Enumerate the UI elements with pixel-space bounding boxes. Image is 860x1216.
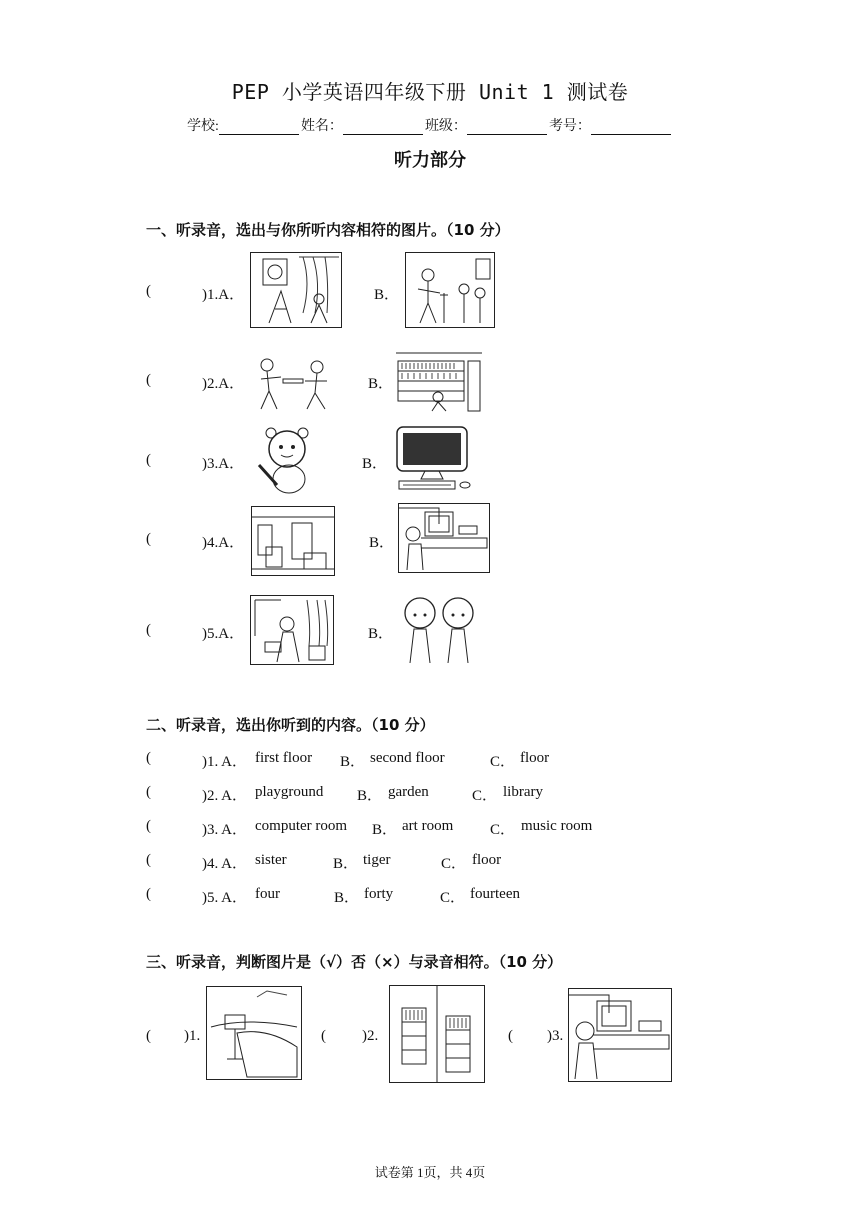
- s1-q3-picture-b[interactable]: [390, 422, 478, 494]
- s1-q2-picture-b[interactable]: [395, 348, 483, 414]
- s2-q4-option-c[interactable]: floor: [472, 852, 502, 868]
- s3-q1-paren: (: [146, 1028, 151, 1044]
- s2-q1-option-b[interactable]: second floor: [370, 750, 445, 766]
- s1-q4-picture-a[interactable]: [251, 506, 335, 576]
- s2-q1-b-label: B．: [340, 754, 366, 770]
- s2-q5-c-label: C．: [440, 890, 466, 906]
- s1-q2-b-label: B．: [368, 376, 394, 392]
- s3-q1-label: )1.: [184, 1028, 201, 1044]
- number-blank[interactable]: [591, 121, 671, 135]
- s1-q4-picture-b[interactable]: [398, 503, 490, 573]
- s1-q2-picture-a[interactable]: [250, 350, 334, 412]
- s2-q5-label: )5. A．: [202, 890, 248, 906]
- s2-q1-paren: (: [146, 750, 151, 766]
- s3-q3-picture[interactable]: [568, 988, 672, 1082]
- class-label: 班级：: [424, 119, 467, 134]
- s2-q3-b-label: B．: [372, 822, 398, 838]
- s3-q1-picture[interactable]: [206, 986, 302, 1080]
- s3-q2-paren: (: [321, 1028, 326, 1044]
- page-title: PEP 小学英语四年级下册 Unit 1 测试卷: [231, 80, 629, 104]
- ping-pong-drawing: [251, 351, 333, 411]
- s1-q3-paren: (: [146, 452, 151, 468]
- name-blank[interactable]: [343, 121, 423, 135]
- s1-q5-paren: (: [146, 622, 151, 638]
- s3-q3-paren: (: [508, 1028, 513, 1044]
- s2-q4-label: )4. A．: [202, 856, 248, 872]
- s1-q5-picture-b[interactable]: [395, 592, 487, 668]
- s2-q2-b-label: B．: [357, 788, 383, 804]
- s1-q1-paren: (: [146, 283, 151, 299]
- s2-q2-option-c[interactable]: library: [503, 784, 543, 800]
- s2-q4-c-label: C．: [441, 856, 467, 872]
- s2-q1-option-c[interactable]: floor: [520, 750, 550, 766]
- s2-q4-option-a[interactable]: sister: [255, 852, 287, 868]
- section1-heading: 一、听录音，选出与你所听内容相符的图片。（10 分）: [146, 221, 510, 239]
- school-label: 学校:: [187, 119, 219, 134]
- listening-title: 听力部分: [394, 150, 466, 171]
- page-footer: 试卷第 1页，共 4页: [374, 1165, 486, 1180]
- playground-basketball-drawing: [207, 987, 301, 1079]
- s1-q4-b-label: B．: [369, 535, 395, 551]
- s2-q5-option-b[interactable]: forty: [364, 886, 394, 902]
- s1-q3-picture-a[interactable]: [250, 424, 330, 498]
- s3-q2-label: )2.: [362, 1028, 379, 1044]
- girl-at-tv-drawing: [399, 504, 489, 572]
- s2-q3-label: )3. A．: [202, 822, 248, 838]
- s2-q2-option-a[interactable]: playground: [255, 784, 324, 800]
- s3-q3-label: )3.: [547, 1028, 564, 1044]
- s2-q5-b-label: B．: [334, 890, 360, 906]
- s1-q1-label: )1.A．: [202, 287, 245, 303]
- bookshelves-drawing: [390, 986, 484, 1082]
- s2-q3-paren: (: [146, 818, 151, 834]
- s1-q2-label: )2.A．: [202, 376, 245, 392]
- s1-q5-picture-a[interactable]: [250, 595, 334, 665]
- two-girls-drawing: [396, 593, 486, 667]
- name-label: 姓名：: [300, 119, 343, 134]
- computer-drawing: [391, 423, 477, 493]
- classroom-drawing: [252, 507, 334, 575]
- tiger-drawing: [251, 425, 329, 497]
- s1-q3-b-label: B．: [362, 456, 388, 472]
- student-info-line: [0, 115, 860, 135]
- s1-q2-paren: (: [146, 372, 151, 388]
- s2-q2-label: )2. A．: [202, 788, 248, 804]
- girl-at-tv-drawing: [569, 989, 671, 1081]
- art-room-drawing: [251, 253, 341, 327]
- s2-q5-option-c[interactable]: fourteen: [470, 886, 520, 902]
- s2-q5-paren: (: [146, 886, 151, 902]
- s1-q1-picture-a[interactable]: [250, 252, 342, 328]
- section3-heading: 三、听录音，判断图片是（√）否（×）与录音相符。（10 分）: [146, 953, 563, 971]
- s3-q2-picture[interactable]: [389, 985, 485, 1083]
- s2-q2-paren: (: [146, 784, 151, 800]
- s2-q4-option-b[interactable]: tiger: [363, 852, 391, 868]
- s2-q2-option-b[interactable]: garden: [388, 784, 429, 800]
- s2-q2-c-label: C．: [472, 788, 498, 804]
- s1-q5-b-label: B．: [368, 626, 394, 642]
- school-blank[interactable]: [219, 121, 299, 135]
- section2-heading: 二、听录音，选出你听到的内容。（10 分）: [146, 716, 435, 734]
- s1-q1-picture-b[interactable]: [405, 252, 495, 328]
- s1-q4-label: )4.A．: [202, 535, 245, 551]
- s1-q4-paren: (: [146, 531, 151, 547]
- library-drawing: [396, 349, 482, 413]
- reading-room-drawing: [251, 596, 333, 664]
- s2-q3-c-label: C．: [490, 822, 516, 838]
- s2-q4-paren: (: [146, 852, 151, 868]
- music-room-drawing: [406, 253, 494, 327]
- s2-q3-option-c[interactable]: music room: [521, 818, 593, 834]
- s1-q3-label: )3.A．: [202, 456, 245, 472]
- s2-q4-b-label: B．: [333, 856, 359, 872]
- s1-q1-b-label: B．: [374, 287, 400, 303]
- s2-q1-c-label: C．: [490, 754, 516, 770]
- number-label: 考号：: [548, 119, 591, 134]
- class-blank[interactable]: [467, 121, 547, 135]
- s1-q5-label: )5.A．: [202, 626, 245, 642]
- s2-q1-option-a[interactable]: first floor: [255, 750, 313, 766]
- s2-q1-label: )1. A．: [202, 754, 248, 770]
- s2-q3-option-b[interactable]: art room: [402, 818, 454, 834]
- s2-q3-option-a[interactable]: computer room: [255, 818, 348, 834]
- s2-q5-option-a[interactable]: four: [255, 886, 280, 902]
